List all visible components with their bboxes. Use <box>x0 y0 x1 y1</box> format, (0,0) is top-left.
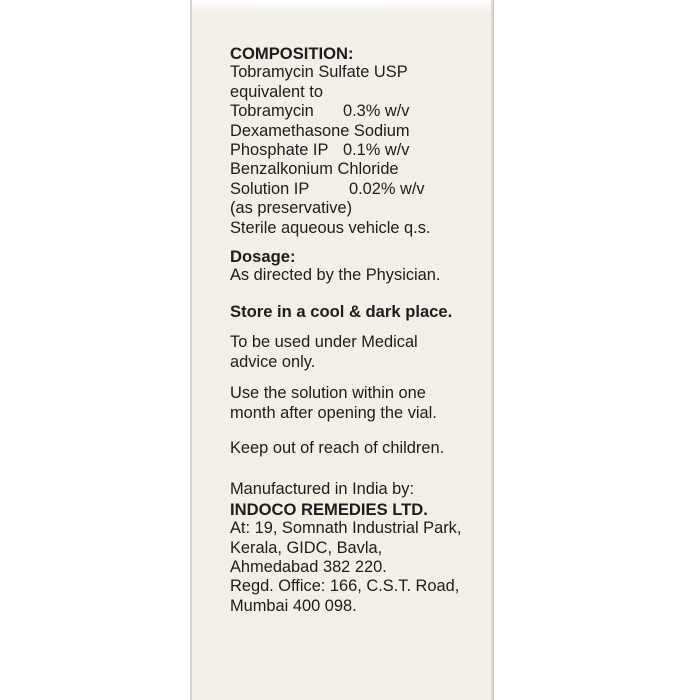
ingredient-name: Solution IP <box>230 179 310 198</box>
composition-line: Dexamethasone Sodium <box>230 121 410 140</box>
composition-line: equivalent to <box>230 82 323 101</box>
medical-advice-line: advice only. <box>230 352 316 371</box>
usage-line: Use the solution within one <box>230 384 426 403</box>
address-line: Mumbai 400 098. <box>230 596 357 615</box>
dexamethasone-row <box>230 141 480 160</box>
ingredient-amount: 0.1% w/v <box>343 141 410 160</box>
address-line: At: 19, Somnath Industrial Park, <box>230 519 462 538</box>
benzalkonium-row <box>230 180 480 199</box>
dosage-text: As directed by the Physician. <box>230 266 441 285</box>
vehicle-line: Sterile aqueous vehicle q.s. <box>230 218 431 237</box>
children-warning: Keep out of reach of children. <box>230 438 445 457</box>
address-line: Ahmedabad 382 220. <box>230 557 387 576</box>
ingredient-amount: 0.3% w/v <box>343 102 410 121</box>
manufacturer-label: Manufactured in India by: <box>230 480 415 499</box>
panel-top-shade <box>190 0 494 14</box>
composition-line: Tobramycin Sulfate USP <box>230 63 408 82</box>
address-line: Regd. Office: 166, C.S.T. Road, <box>230 577 460 596</box>
panel-right-edge <box>491 0 494 700</box>
address-line: Kerala, GIDC, Bavla, <box>230 538 383 557</box>
tobramycin-row <box>230 102 480 121</box>
preservative-note: (as preservative) <box>230 199 353 218</box>
composition-line: Benzalkonium Chloride <box>230 160 399 179</box>
ingredient-name: Tobramycin <box>230 102 314 121</box>
label-text <box>230 44 480 616</box>
dosage-heading: Dosage: <box>230 247 296 267</box>
composition-heading: COMPOSITION: <box>230 44 354 63</box>
storage-instruction: Store in a cool & dark place. <box>230 301 453 321</box>
medical-advice-line: To be used under Medical <box>230 333 418 352</box>
usage-line: month after opening the vial. <box>230 403 437 422</box>
package-panel <box>190 0 494 700</box>
ingredient-name: Phosphate IP <box>230 141 329 160</box>
panel-left-edge <box>190 0 192 700</box>
manufacturer-name: INDOCO REMEDIES LTD. <box>230 499 428 519</box>
ingredient-amount: 0.02% w/v <box>349 179 425 198</box>
